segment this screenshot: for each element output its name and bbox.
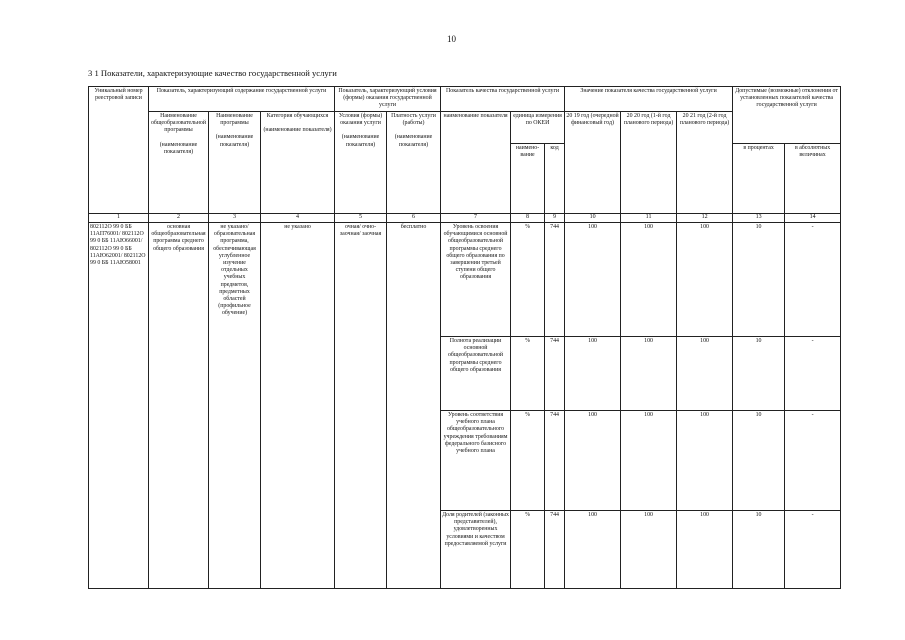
header-indicator-name: наименование показателя: [441, 112, 511, 214]
deviation-percent-cell: 10: [733, 223, 785, 337]
indicator-cell: Уровень освоения обучающимися основной общеобразовательной программы среднего общего образования по завершении третьей ступени общего образования: [441, 223, 511, 337]
header-year-2019: 20 19 год (очередной финансовый год): [565, 112, 621, 214]
column-number: 13: [733, 214, 785, 223]
indicator-cell: Доля родителей (законных представителей), удовлетворенных условиями и качеством предоставляемой услуги: [441, 511, 511, 589]
header-unit-code: код: [545, 144, 565, 214]
column-number: 8: [511, 214, 545, 223]
payment-cell: бесплатно: [387, 223, 441, 589]
code-cell: 744: [545, 411, 565, 511]
section-title: 3 1 Показатели, характеризующие качество государственной услуги: [88, 68, 337, 78]
column-number: 11: [621, 214, 677, 223]
category-cell: не указано: [261, 223, 335, 589]
header-quality-group: Показатель качества государственной услуги: [441, 87, 565, 112]
header-year-2021: 20 21 год (2-й год планового периода): [677, 112, 733, 214]
table-row: [89, 223, 841, 337]
header-sub2: Наименование программы (наименование показателя): [209, 112, 261, 214]
unit-cell: %: [511, 511, 545, 589]
deviation-percent-cell: 10: [733, 411, 785, 511]
header-year-2020: 20 20 год (1-й год планового периода): [621, 112, 677, 214]
unit-cell: %: [511, 223, 545, 337]
deviation-percent-cell: 10: [733, 511, 785, 589]
header-unit-group: единица измерения по ОКЕИ: [511, 112, 565, 144]
column-number: 10: [565, 214, 621, 223]
column-number-row: [89, 214, 841, 223]
unit-cell: %: [511, 337, 545, 411]
column-number: 2: [149, 214, 209, 223]
column-number: 4: [261, 214, 335, 223]
column-number: 12: [677, 214, 733, 223]
value-2021-cell: 100: [677, 223, 733, 337]
column-number: 7: [441, 214, 511, 223]
indicator-cell: Уровень соответствия учебного плана общеобразовательного учреждения требованиям федерального базисного учебного плана: [441, 411, 511, 511]
value-2020-cell: 100: [621, 337, 677, 411]
value-2021-cell: 100: [677, 411, 733, 511]
value-2019-cell: 100: [565, 511, 621, 589]
column-number: 1: [89, 214, 149, 223]
value-2020-cell: 100: [621, 411, 677, 511]
header-sub4: Условия (формы) оказания услуги (наименование показателя): [335, 112, 387, 214]
header-registry: Уникальный номер реестровой записи: [89, 87, 149, 214]
quality-indicators-table: [88, 86, 841, 589]
header-dev-absolute: в абсолютных величинах: [785, 144, 841, 214]
registry-codes: 802112О 99 0 ББ 11АП76001/ 802112О 99 0 ББ 11АЮ66001/ 802112О 99 0 ББ 11АЮ62001/ 802112О 99 0 ББ 11АЮ58001: [89, 223, 149, 589]
column-number: 14: [785, 214, 841, 223]
deviation-absolute-cell: -: [785, 411, 841, 511]
value-2021-cell: 100: [677, 511, 733, 589]
column-number: 9: [545, 214, 565, 223]
code-cell: 744: [545, 511, 565, 589]
header-content-group: Показатель, характеризующий содержание государственной услуги: [149, 87, 335, 112]
column-number: 5: [335, 214, 387, 223]
header-values-group: Значение показателя качества государственной услуги: [565, 87, 733, 112]
page-number: 10: [447, 34, 456, 44]
value-2019-cell: 100: [565, 411, 621, 511]
value-2019-cell: 100: [565, 223, 621, 337]
deviation-absolute-cell: -: [785, 223, 841, 337]
header-row-2: [89, 112, 841, 144]
header-row-1: [89, 87, 841, 112]
header-sub5: Платность услуги (работы) (наименование показателя): [387, 112, 441, 214]
program-name-cell: не указано/ образовательная программа, обеспечивающая углубленное изучение отдельных учебных предметов, предметных областей (профильное обучение): [209, 223, 261, 589]
program-cell: основная общеобразовательная программа среднего общего образования: [149, 223, 209, 589]
deviation-absolute-cell: -: [785, 337, 841, 411]
column-number: 6: [387, 214, 441, 223]
value-2019-cell: 100: [565, 337, 621, 411]
unit-cell: %: [511, 411, 545, 511]
header-dev-percent: в процентах: [733, 144, 785, 214]
deviation-percent-cell: 10: [733, 337, 785, 411]
code-cell: 744: [545, 223, 565, 337]
header-conditions-group: Показатель, характеризующий условия (формы) оказания государственной услуги: [335, 87, 441, 112]
value-2020-cell: 100: [621, 511, 677, 589]
value-2020-cell: 100: [621, 223, 677, 337]
column-number: 3: [209, 214, 261, 223]
code-cell: 744: [545, 337, 565, 411]
form-cell: очная/ очно-заочная/ заочная: [335, 223, 387, 589]
header-sub3: Категория обучающихся (наименование показателя): [261, 112, 335, 214]
indicator-cell: Полнота реализации основной общеобразовательной программы среднего общего образования: [441, 337, 511, 411]
value-2021-cell: 100: [677, 337, 733, 411]
deviation-absolute-cell: -: [785, 511, 841, 589]
header-deviation-group: Допустимые (возможные) отклонения от установленных показателей качества государственной услуги: [733, 87, 841, 144]
header-unit-name: наимено-вание: [511, 144, 545, 214]
header-sub1: Наименование общеобразовательной программы (наименование показателя): [149, 112, 209, 214]
